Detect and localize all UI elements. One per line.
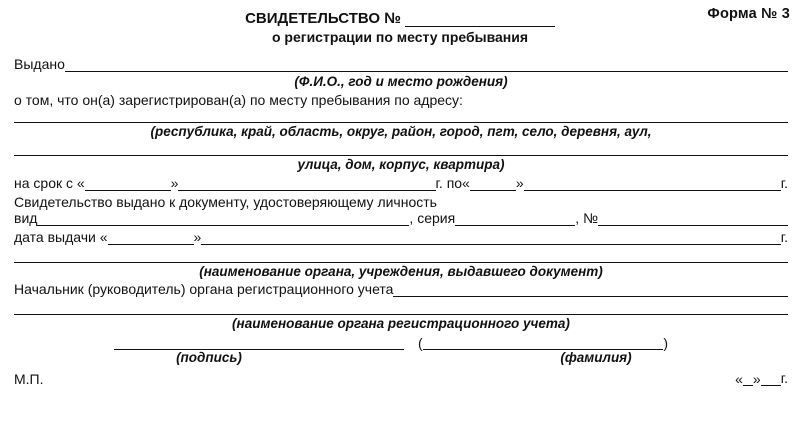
- document-title-block: [0, 10, 800, 45]
- chief-row: [14, 281, 788, 297]
- issue-date-quote-close: »: [193, 228, 202, 245]
- doc-type-row: [14, 210, 788, 226]
- organ-issued-blank[interactable]: [14, 248, 788, 263]
- final-day-blank[interactable]: [743, 372, 753, 386]
- final-year-label: г.: [780, 370, 788, 386]
- document-body: [14, 56, 788, 386]
- chief-blank[interactable]: [393, 283, 788, 297]
- term-day-from-blank[interactable]: [85, 177, 171, 191]
- series-label: , серия: [409, 209, 456, 226]
- issued-blank[interactable]: [65, 58, 788, 72]
- certificate-title-text: СВИДЕТЕЛЬСТВО №: [245, 10, 401, 27]
- organ-reg-blank[interactable]: [14, 300, 788, 315]
- paren-open: (: [418, 334, 423, 351]
- issue-date-month-blank[interactable]: [201, 231, 780, 245]
- caption-organ-reg: (наименование органа регистрационного учета): [232, 316, 570, 331]
- term-year-1-label: г. по«: [435, 174, 470, 191]
- final-quote-open: «: [735, 371, 743, 387]
- paren-close: ): [663, 334, 668, 351]
- certificate-subtitle: о регистрации по месту пребывания: [271, 29, 529, 45]
- address-blank-2[interactable]: [14, 141, 788, 156]
- certificate-number-blank[interactable]: [405, 13, 555, 27]
- signature-row: [14, 335, 788, 350]
- chief-label: Начальник (руководитель) органа регистрационного учета: [14, 281, 394, 297]
- certificate-title: [0, 10, 800, 27]
- term-month-to-blank[interactable]: [524, 177, 781, 191]
- mp-label: М.П.: [14, 371, 44, 387]
- caption-street: улица, дом, корпус, квартира): [297, 157, 505, 172]
- term-day-to-blank[interactable]: [470, 177, 516, 191]
- certificate-issued-text: Свидетельство выдано к документу, удостоверяющему личность: [14, 193, 437, 210]
- final-year-blank[interactable]: [771, 372, 781, 386]
- term-quote-close-2: »: [515, 174, 524, 191]
- signature-blank[interactable]: [114, 335, 404, 350]
- caption-organ-issued: (наименование органа, учреждения, выдавшего документ): [199, 263, 603, 279]
- registered-text: о том, что он(а) зарегистрирован(а) по месту пребывания по адресу:: [14, 91, 463, 108]
- caption-surname: (фамилия): [560, 349, 632, 365]
- form-number-label: Форма № 3: [707, 6, 790, 22]
- final-date-group: [414, 370, 788, 386]
- doc-type-blank[interactable]: [37, 212, 409, 226]
- final-row: [14, 370, 788, 386]
- number-label: , №: [575, 209, 598, 226]
- issue-date-year-label: г.: [780, 228, 788, 245]
- number-blank[interactable]: [598, 212, 788, 226]
- surname-group: [418, 336, 668, 350]
- final-quote-close: »: [752, 371, 761, 387]
- signature-captions: [14, 351, 788, 365]
- issued-row: [14, 56, 788, 72]
- issue-date-day-blank[interactable]: [108, 231, 194, 245]
- issued-label: Выдано: [14, 56, 65, 72]
- series-blank[interactable]: [455, 212, 575, 226]
- term-month-from-blank[interactable]: [178, 177, 435, 191]
- doc-type-label: вид: [14, 209, 38, 226]
- address-blank-1[interactable]: [14, 108, 788, 123]
- term-quote-close-1: »: [170, 174, 179, 191]
- caption-signature: (подпись): [176, 349, 242, 365]
- issue-date-row: [14, 229, 788, 245]
- caption-fio: (Ф.И.О., год и место рождения): [294, 74, 508, 89]
- term-year-2-label: г.: [780, 174, 788, 191]
- surname-blank[interactable]: [423, 336, 664, 350]
- issue-date-label: дата выдачи «: [14, 228, 108, 245]
- term-row: [14, 175, 788, 191]
- term-from-label: на срок с «: [14, 174, 85, 191]
- final-month-blank[interactable]: [761, 372, 771, 386]
- caption-territory: (республика, край, область, округ, район, город, пгт, село, деревня, аул,: [150, 123, 652, 139]
